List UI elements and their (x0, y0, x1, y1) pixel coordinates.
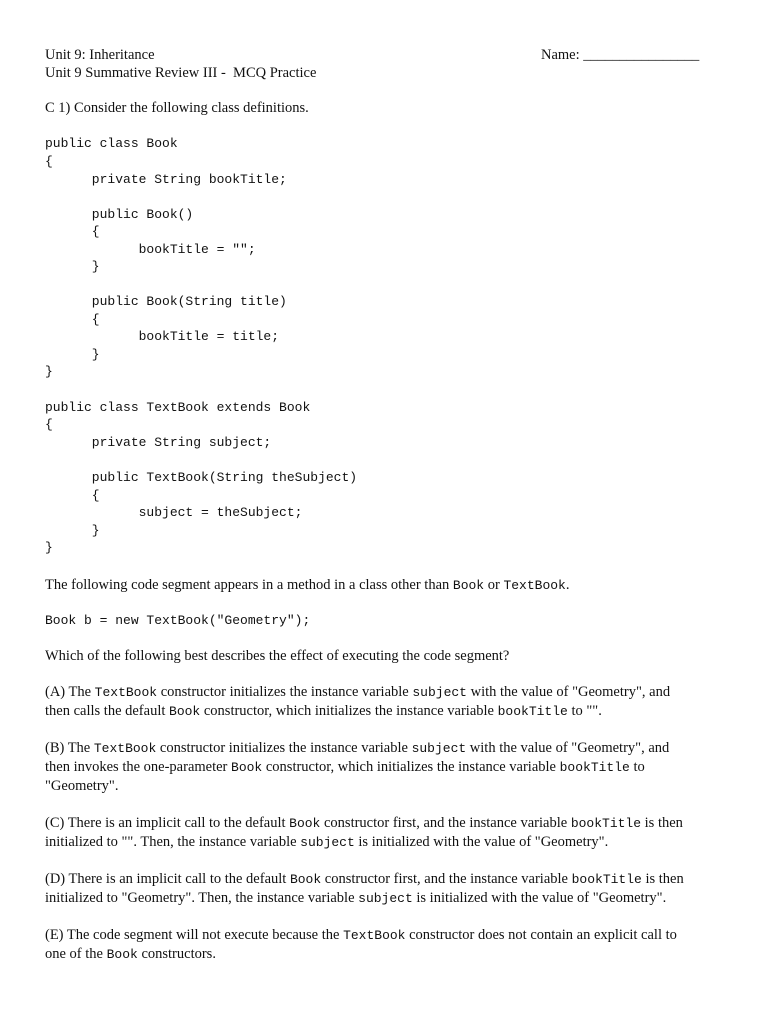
code-line: } (45, 259, 100, 274)
code-line: public class TextBook extends Book (45, 400, 311, 415)
option-line: "Geometry". (45, 778, 119, 794)
code-line: } (45, 347, 100, 362)
code-line: private String bookTitle; (45, 172, 287, 187)
code-line: } (45, 540, 53, 555)
code-line: { (45, 154, 53, 169)
code-segment: Book b = new TextBook("Geometry"); (45, 613, 311, 628)
worksheet-subtitle: Unit 9 Summative Review III - MCQ Practice (45, 65, 317, 81)
code-line: } (45, 523, 100, 538)
option-line: (E) The code segment will not execute because the TextBook constructor does not contain an explicit call to (45, 927, 677, 943)
option-line: one of the Book constructors. (45, 946, 216, 962)
code-line: public Book() (45, 207, 194, 222)
code-line: private String subject; (45, 435, 272, 450)
code-line: bookTitle = title; (45, 329, 280, 344)
code-line: subject = theSubject; (45, 505, 303, 520)
option-line: (D) There is an implicit call to the default Book constructor first, and the instance variable bookTitle is then (45, 871, 684, 887)
unit-title: Unit 9: Inheritance (45, 47, 155, 63)
option-line: initialized to "". Then, the instance variable subject is initialized with the value of "Geometry". (45, 834, 609, 850)
question-prompt: C 1) Consider the following class definitions. (45, 100, 309, 116)
code-line: public class Book (45, 136, 178, 151)
code-line: bookTitle = ""; (45, 242, 256, 257)
question-ask: Which of the following best describes the effect of executing the code segment? (45, 648, 510, 664)
option-line: (A) The TextBook constructor initializes the instance variable subject with the value of "Geometry", and (45, 684, 671, 700)
code-line: { (45, 488, 100, 503)
code-line: { (45, 312, 100, 327)
code-line: public Book(String title) (45, 294, 287, 309)
segment-intro: The following code segment appears in a method in a class other than Book or TextBook. (45, 577, 570, 593)
code-line: { (45, 224, 100, 239)
name-field-label: Name: ________________ (541, 47, 700, 63)
code-line: } (45, 364, 53, 379)
option-line: then calls the default Book constructor, which initializes the instance variable bookTitle to "". (45, 703, 602, 719)
code-line: public TextBook(String theSubject) (45, 470, 358, 485)
option-line: initialized to "Geometry". Then, the instance variable subject is initialized with the value of "Geometry". (45, 890, 667, 906)
option-line: then invokes the one-parameter Book constructor, which initializes the instance variable bookTitle to (45, 759, 645, 775)
option-line: (B) The TextBook constructor initializes the instance variable subject with the value of "Geometry", and (45, 740, 670, 756)
option-line: (C) There is an implicit call to the default Book constructor first, and the instance variable bookTitle is then (45, 815, 683, 831)
code-line: { (45, 417, 53, 432)
